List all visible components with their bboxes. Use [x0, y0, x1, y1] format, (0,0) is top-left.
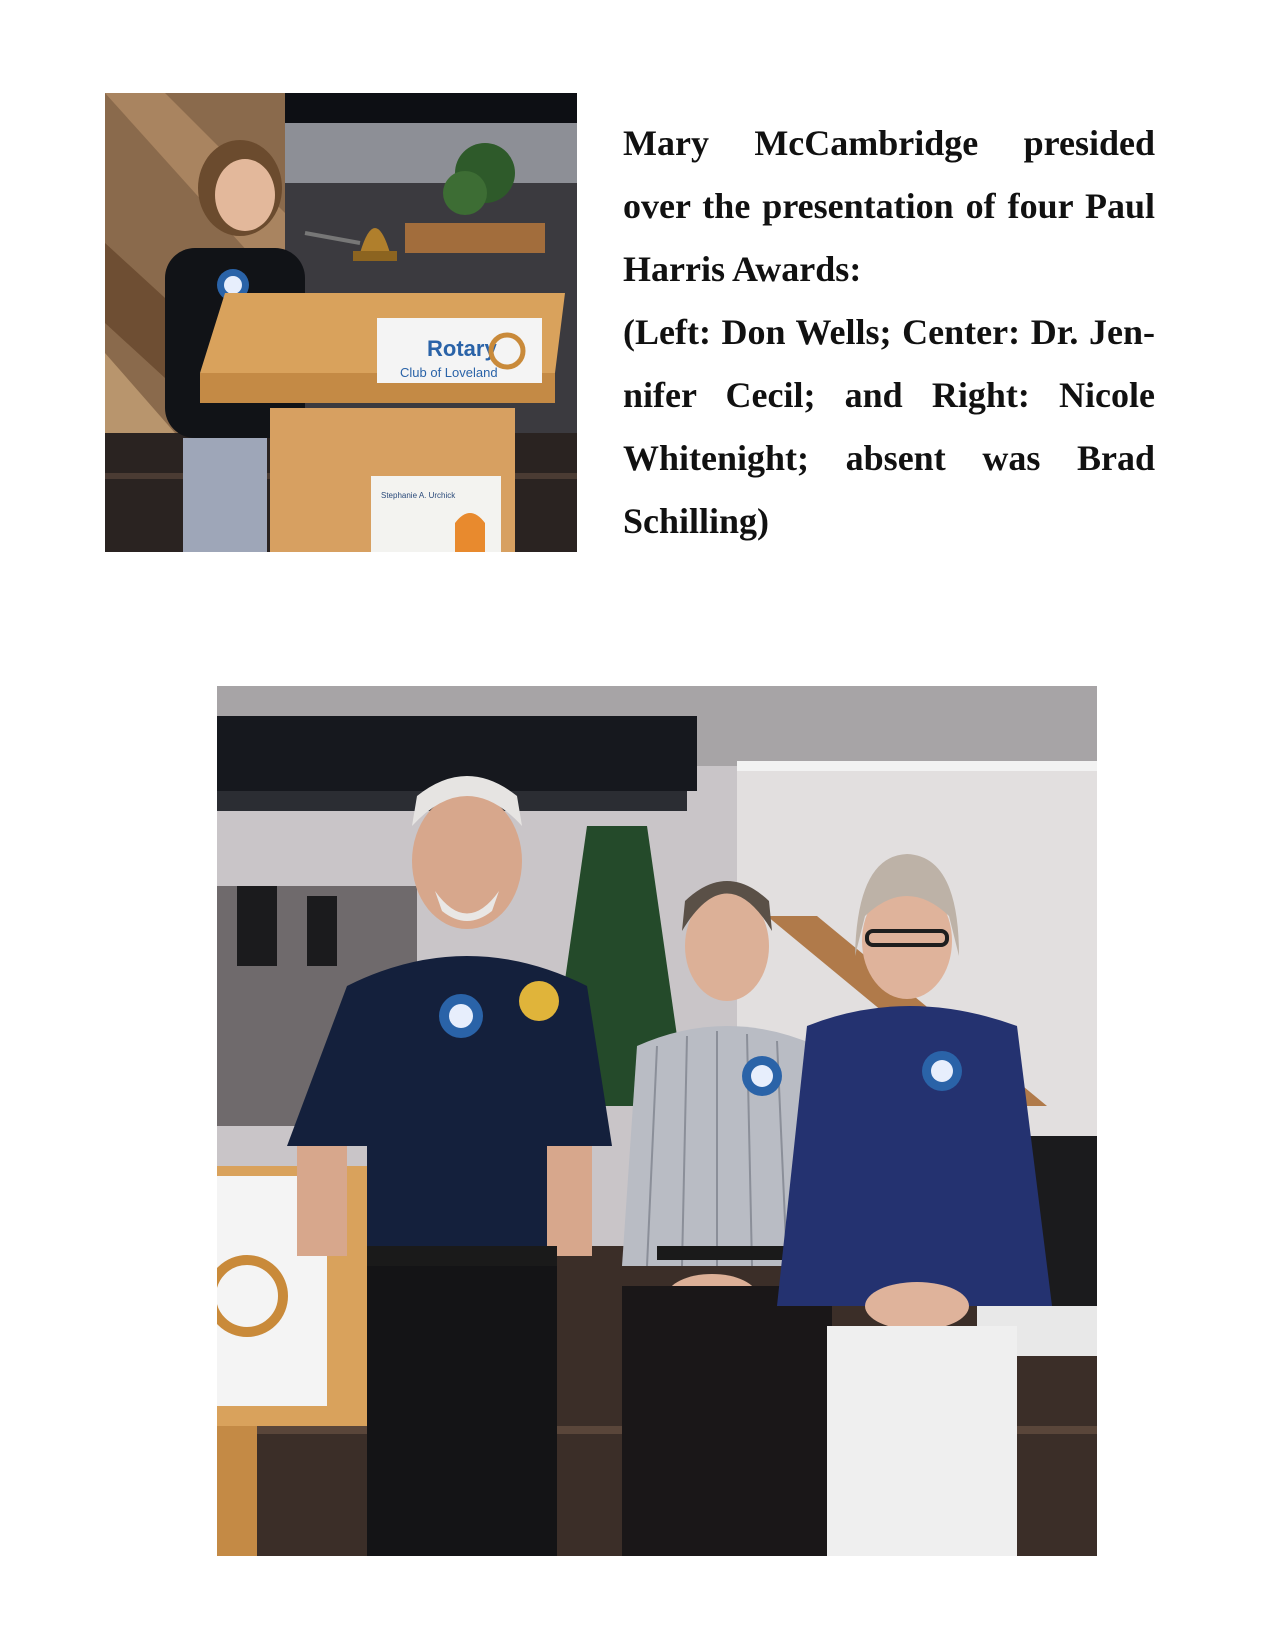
podium-sign-name: Rotary [427, 336, 497, 361]
banner-name: Stephanie A. Urchick [381, 491, 456, 500]
speaker-at-podium-photo [105, 93, 577, 552]
award-recipients-photo [217, 686, 1097, 1556]
podium-sign-club: Club of Loveland [400, 365, 498, 380]
caption-intro: Mary McCambridge presided over the presentation of four Paul Harris Awards: [623, 123, 1155, 289]
award-caption [623, 112, 1155, 553]
caption-names: (Left: Don Wells; Center: Dr. Jennifer Cecil; and Right: Nicole Whitenight; absent was Brad Schilling) [623, 312, 1155, 541]
